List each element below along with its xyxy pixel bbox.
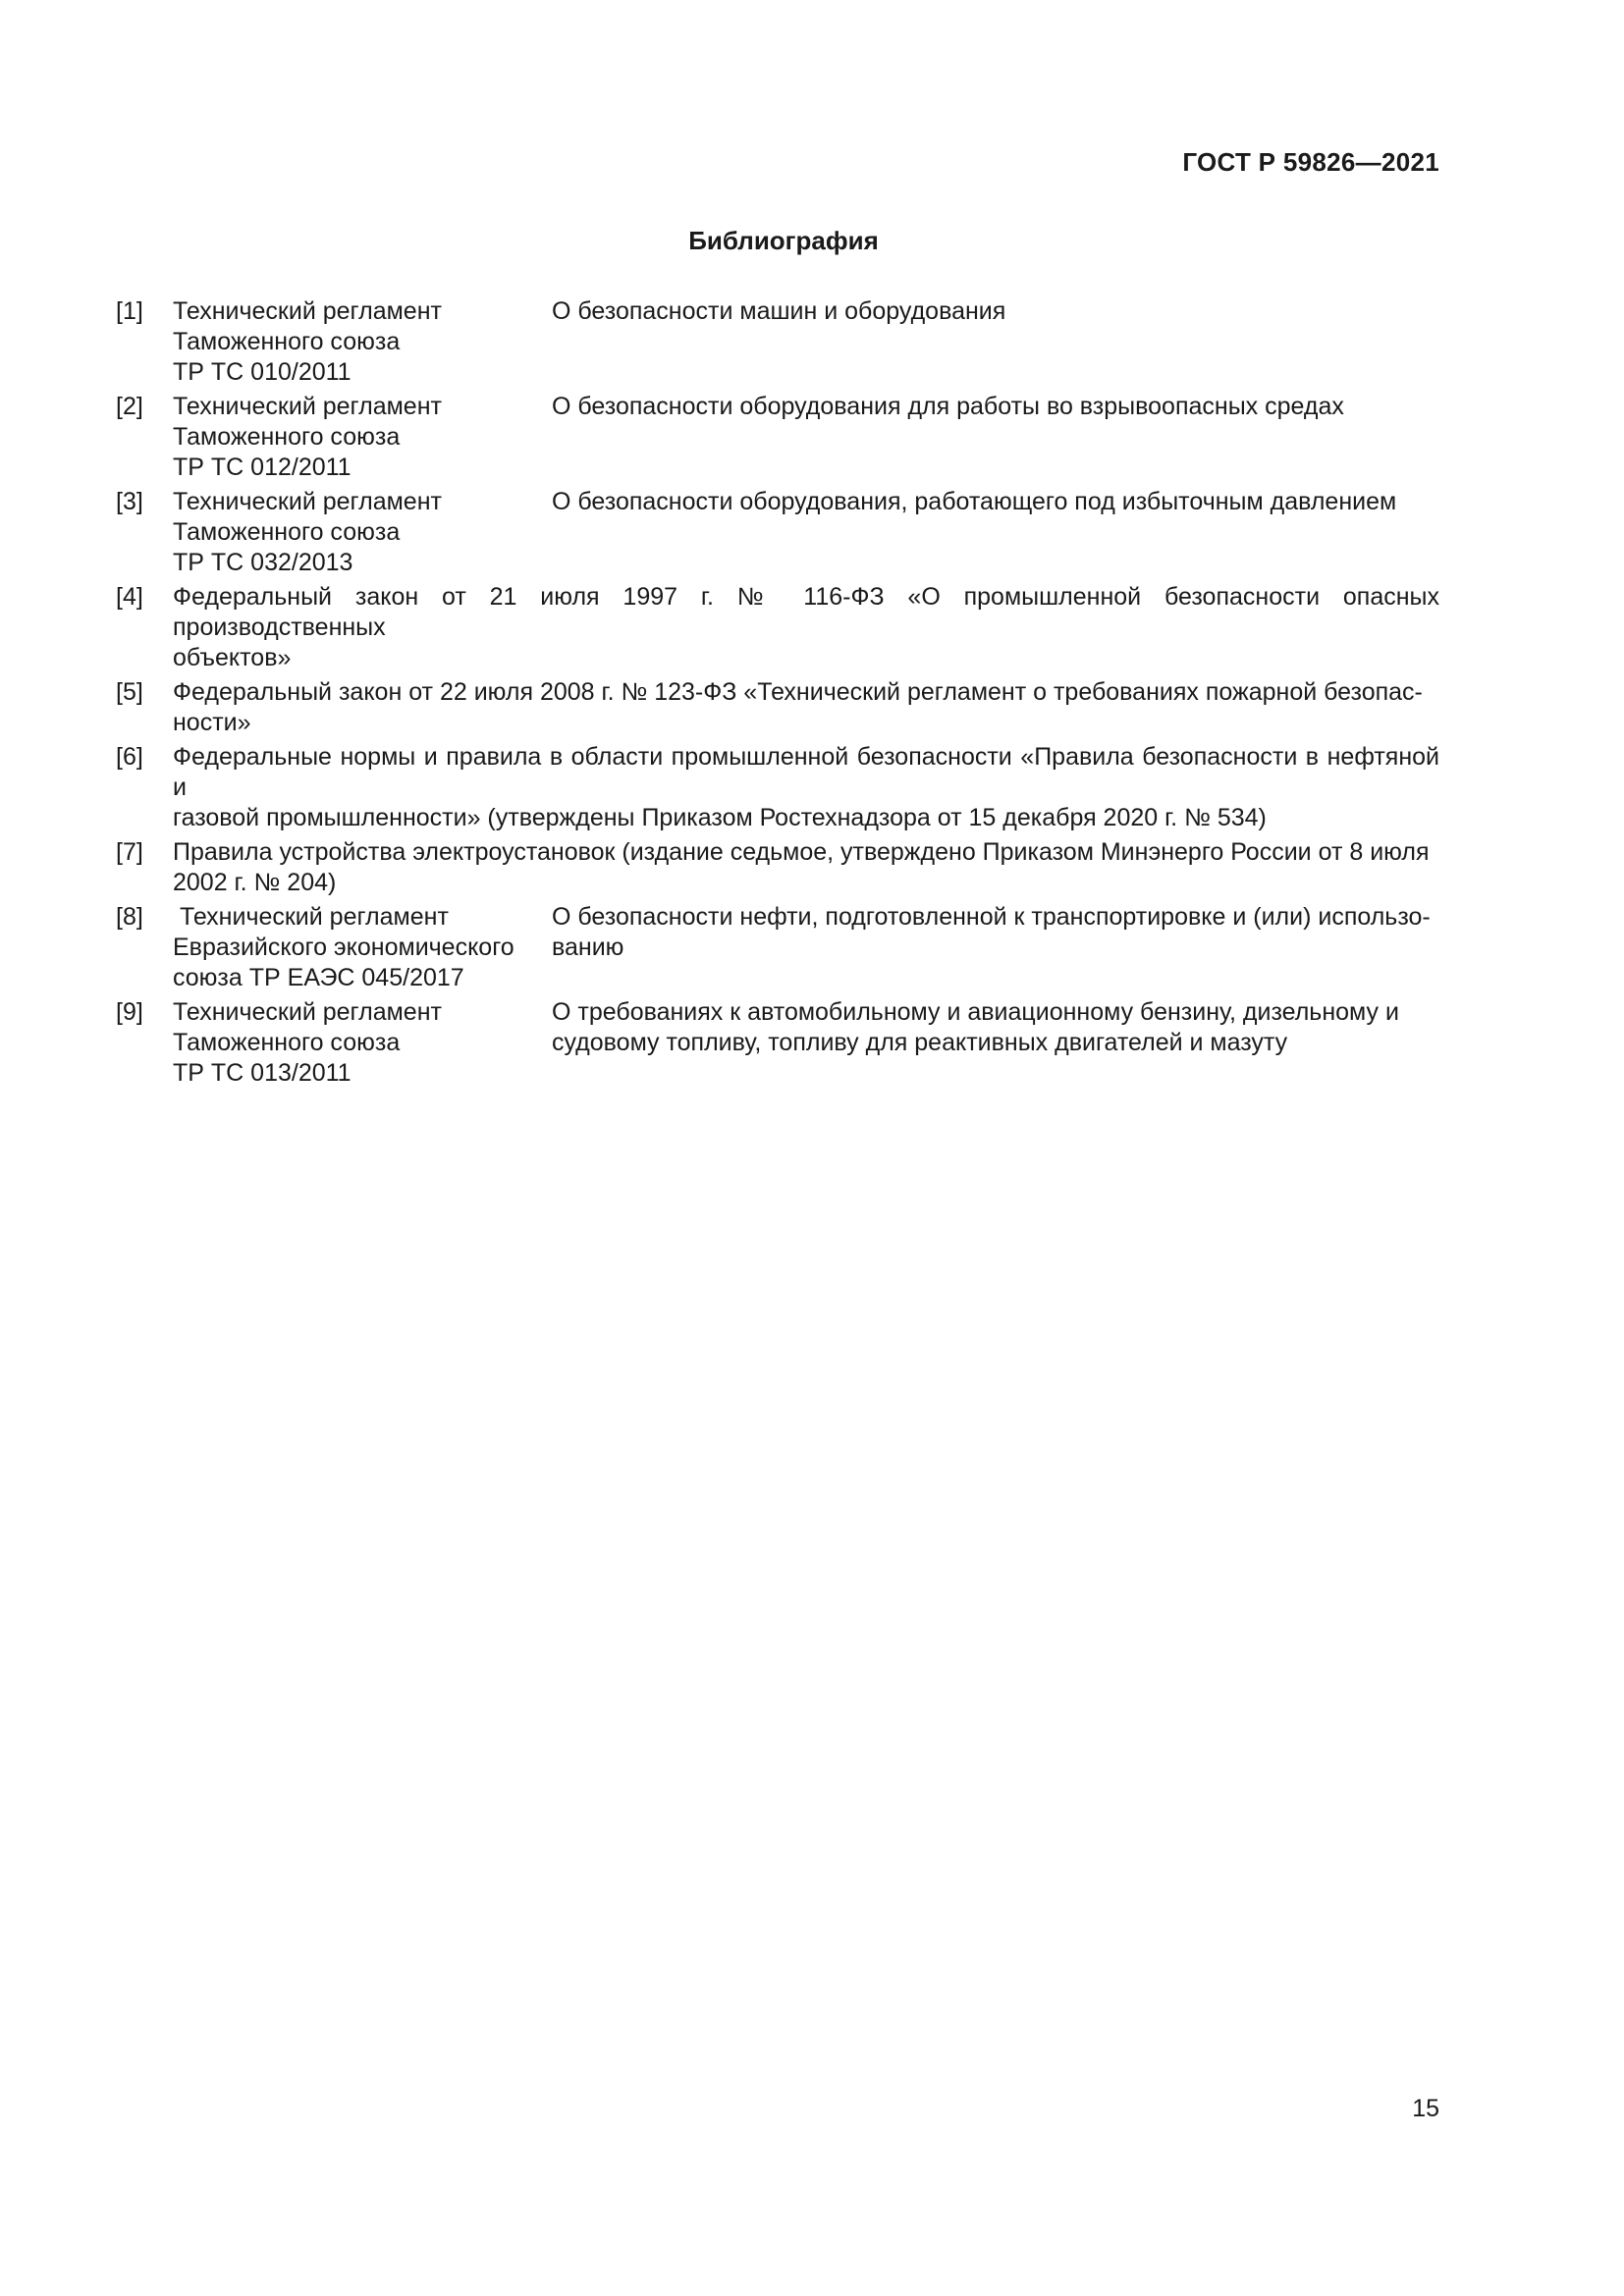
entry-document (173, 997, 552, 1089)
entry-text-line: Федеральные нормы и правила в области промышленной безопасности «Правила безопасности в нефтяной и (173, 743, 1439, 801)
entry-text-line: Федеральный закон от 21 июля 1997 г. № 116-ФЗ «О промышленной безопасности опасных производственных (173, 583, 1439, 641)
entry-document-line: Таможенного союза (173, 423, 401, 451)
entry-number: [1] (116, 297, 143, 325)
entry-text (173, 582, 1439, 673)
bibliography-entry-7 (116, 837, 1439, 898)
entry-number: [4] (116, 583, 143, 611)
entry-document-line: ТР ТС 032/2013 (173, 549, 353, 576)
entry-document-line: ТР ТС 010/2011 (173, 358, 352, 386)
bibliography-entry-1 (116, 296, 1439, 388)
entry-number: [5] (116, 678, 143, 706)
entry-text-line: Федеральный закон от 22 июля 2008 г. № 123-ФЗ «Технический регламент о требованиях пожарной безопас- (173, 678, 1423, 706)
entry-text-line: объектов» (173, 644, 292, 671)
entry-document-line: ТР ТС 013/2011 (173, 1059, 352, 1087)
entry-subject (552, 392, 1439, 483)
entry-text (173, 742, 1439, 833)
entry-document-line: Таможенного союза (173, 1029, 401, 1056)
entry-number: [2] (116, 393, 143, 420)
entry-subject-line: ванию (552, 934, 624, 961)
entry-number: [6] (116, 743, 143, 771)
entry-document-line: Технический регламент (173, 297, 442, 325)
entry-document-line: Технический регламент (173, 393, 442, 420)
entry-document (173, 487, 552, 578)
entry-document (173, 392, 552, 483)
entry-document-line: Технический регламент (173, 488, 442, 515)
entry-subject (552, 997, 1439, 1089)
entry-document-line: Евразийского экономического (173, 934, 514, 961)
bibliography-entry-2 (116, 392, 1439, 483)
entry-document-line: Таможенного союза (173, 328, 401, 355)
bibliography-entry-9 (116, 997, 1439, 1089)
entry-text (173, 677, 1439, 738)
entry-document-line: Технический регламент (173, 903, 449, 931)
entry-text-line: ности» (173, 709, 251, 736)
bibliography-entry-3 (116, 487, 1439, 578)
entry-document (173, 296, 552, 388)
entry-subject-line: О требованиях к автомобильному и авиационному бензину, дизельному и (552, 998, 1399, 1026)
entry-subject-line: О безопасности машин и оборудования (552, 297, 1006, 325)
entry-text-line: газовой промышленности» (утверждены Приказом Ростехнадзора от 15 декабря 2020 г. № 534) (173, 804, 1267, 831)
entry-text-line: 2002 г. № 204) (173, 869, 337, 896)
page-number: 15 (1412, 2095, 1439, 2122)
bibliography-entry-6 (116, 742, 1439, 833)
entry-document-line: Технический регламент (173, 998, 442, 1026)
entry-text-line: Правила устройства электроустановок (издание седьмое, утверждено Приказом Минэнерго России от 8 июля (173, 838, 1430, 866)
entry-subject (552, 487, 1439, 578)
bibliography-list (116, 296, 1439, 1093)
entry-subject-line: О безопасности нефти, подготовленной к транспортировке и (или) использо- (552, 903, 1431, 931)
bibliography-entry-8 (116, 902, 1439, 993)
entry-document-line: ТР ТС 012/2011 (173, 454, 352, 481)
bibliography-entry-4 (116, 582, 1439, 673)
entry-number: [3] (116, 488, 143, 515)
entry-subject-line: судовому топливу, топливу для реактивных двигателей и мазуту (552, 1029, 1288, 1056)
entry-subject (552, 296, 1439, 388)
entry-number: [8] (116, 903, 143, 931)
entry-subject-line: О безопасности оборудования для работы во взрывоопасных средах (552, 393, 1344, 420)
section-title: Библиография (688, 226, 879, 255)
entry-number: [7] (116, 838, 143, 866)
entry-subject (552, 902, 1439, 993)
bibliography-entry-5 (116, 677, 1439, 738)
entry-document (173, 902, 552, 993)
entry-number: [9] (116, 998, 143, 1026)
document-standard-id: ГОСТ Р 59826—2021 (1182, 147, 1439, 177)
entry-document-line: Таможенного союза (173, 518, 401, 546)
entry-subject-line: О безопасности оборудования, работающего под избыточным давлением (552, 488, 1397, 515)
entry-text (173, 837, 1439, 898)
entry-document-line: союза ТР ЕАЭС 045/2017 (173, 964, 464, 991)
